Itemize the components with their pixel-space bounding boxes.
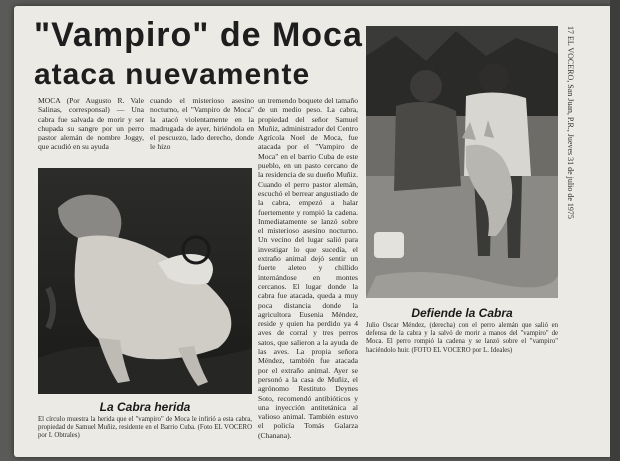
article-column-2-top: cuando el misterioso asesino nocturno, el "Vampiro de Moca" la atacó violentamente en la madrugada de ayer, hiriéndola en el pescuezo, lado derecho, donde le hizo (150, 96, 254, 152)
photo-title-dog: Defiende la Cabra (411, 306, 513, 320)
article-column-3: un tremendo boquete del tamaño de un medio peso. La cabra, propiedad del señor Samuel Muñiz, administrador del Centro Agrícola Noel de Moca, fue atacada por el "Vampiro de Moca" en el barrio Cuba de este pueblo, en un pasto cercano de la residencia de su dueño Muñiz. Cuando el perro pastor alemán, escuchó el berrear angustiado de la cabra, empezó a halar fuertemente y rompió la cadena. Inmediatamente se lanzó sobre el misterioso asesino nocturno. Un vecino del lugar salió para investigar lo que sucedía, el extraño animal dejó sentir un fuerte aleteo y chillido internándose en montes cercanos. El lugar donde la cabra fue atacada, queda a muy poca distancia donde la agricultora Eusenia Méndez, reside y quien ha perdido ya 4 aves de corral y tres perros satos, que salieron a la ayuda de las aves. La propia señora Méndez, también fue atacada por el extraño animal. Ayer se personó a la casa de Muñiz, el agrónomo Restituto Deynes Soto, recomendó antibióticos y una inyección antitetánica al valioso animal. También estuvo el policía Tomás Galarza (Chanana). (258, 96, 358, 440)
goat-photo (38, 168, 252, 394)
folio-text: 17 EL VOCERO, San Juan, P.R., Jueves 31 de julio de 1975 (566, 26, 575, 219)
photo-title-goat: La Cabra herida (99, 400, 191, 414)
article-column-1-top: MOCA (Por Augusto R. Vale Salinas, corresponsal) — Una cabra fue salvada de morir y ser chupada su sangre por un perro pastor alemán de nombre Joggy, que acudió en su ayuda (38, 96, 144, 152)
photo-caption-dog: Julio Oscar Méndez, (derecha) con el perro alemán que salió en defensa de la cabra y la salvó de morir a manos del "vampiro" de Moca. El perro rompió la cadena y se lanzó sobre el "vampiro" haciéndolo huir. (FOTO EL VOCERO por L. Ideales) (366, 322, 558, 354)
headline-line-2: ataca nuevamente (34, 58, 311, 91)
photo-caption-goat: El círculo muestra la herida que el "vampiro" de Moca le infirió a esta cabra, propiedad de Samuel Muñiz, residente en el Barrio Cuba. (Foto EL VOCERO por I. Obtrales) (38, 416, 252, 440)
newspaper-folio (563, 26, 577, 286)
man-and-dog-photo (366, 26, 558, 298)
headline-line-1: "Vampiro" de Moca (34, 16, 363, 54)
binder-edge (610, 0, 620, 461)
